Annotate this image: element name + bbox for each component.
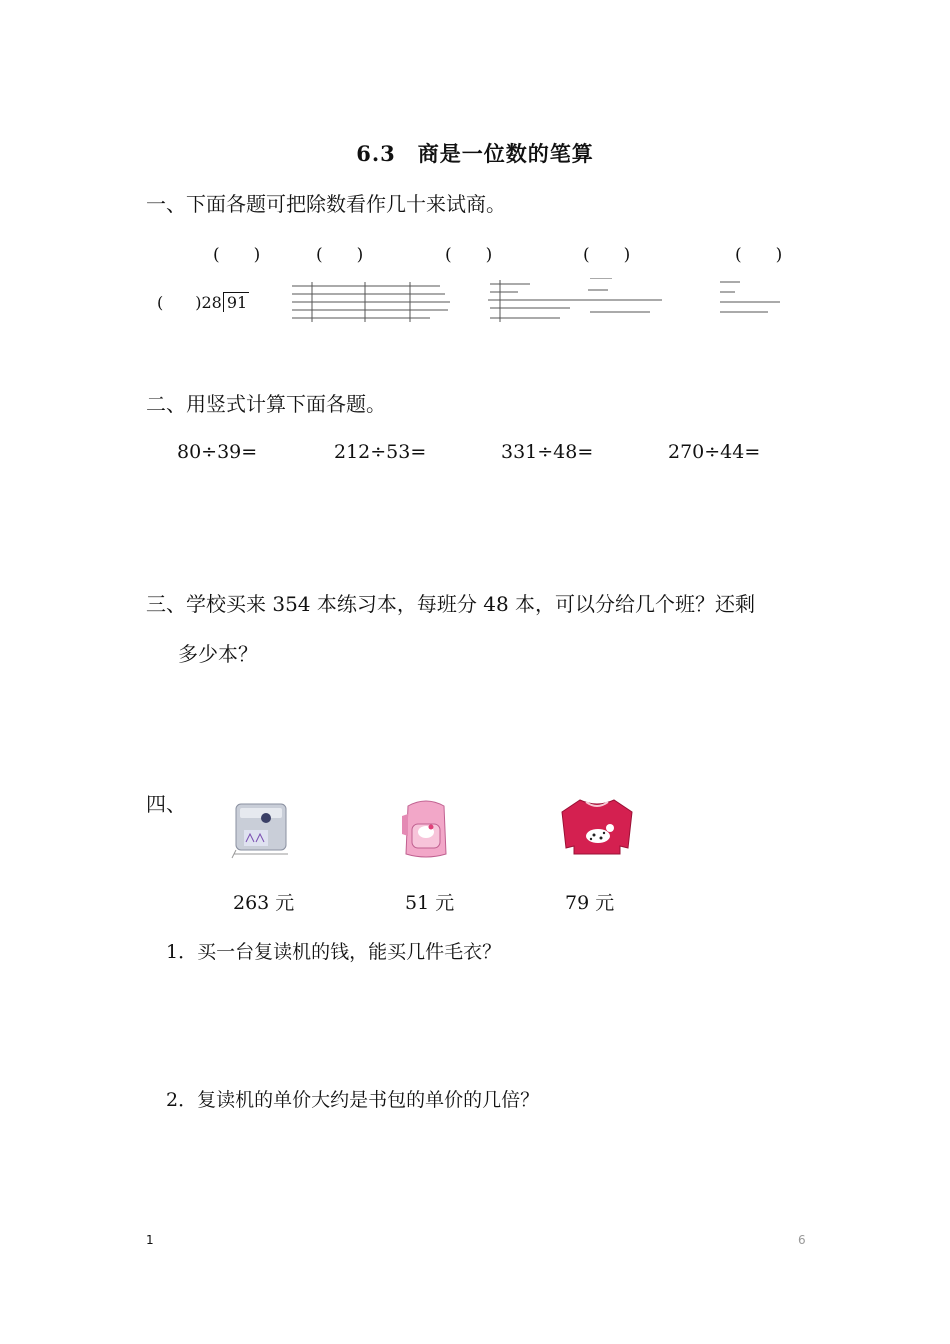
answer-blank-1: ( ) [213, 245, 261, 265]
footer-left-number: 1 [146, 1233, 154, 1247]
division-divisor: 28 [201, 293, 222, 312]
calc-item-3: 331÷48= [501, 441, 594, 463]
section3-line1: 三、学校买来 354 本练习本，每班分 48 本，可以分给几个班？还剩 [146, 592, 756, 616]
answer-blank-3: ( ) [445, 245, 493, 265]
division-problem-1 [157, 290, 249, 313]
answer-blank-2: ( ) [316, 245, 364, 265]
price-cassette-player: 263 元 [233, 892, 295, 914]
red-sweater-icon [558, 796, 636, 862]
division-dividend: 91 [226, 293, 248, 312]
question-2: 2．复读机的单价大约是书包的单价的几倍？ [166, 1089, 540, 1111]
section2-heading: 二、用竖式计算下面各题。 [146, 392, 386, 416]
section4-label: 四、 [146, 792, 186, 816]
page-number: 6 [798, 1233, 806, 1247]
answer-blank-5: ( ) [735, 245, 783, 265]
garbled-division-glyphs [290, 278, 790, 328]
section3-line2: 多少本？ [178, 642, 258, 666]
calc-item-1: 80÷39= [177, 441, 258, 463]
page-title: 6.3 商是一位数的笔算 [356, 141, 594, 166]
price-backpack: 51 元 [405, 892, 455, 914]
calc-item-4: 270÷44= [668, 441, 761, 463]
answer-blank-4: ( ) [583, 245, 631, 265]
calc-item-2: 212÷53= [334, 441, 427, 463]
section1-heading: 一、下面各题可把除数看作几十来试商。 [146, 192, 506, 216]
price-sweater: 79 元 [565, 892, 615, 914]
pink-backpack-icon [396, 796, 456, 866]
division-blank: ( ) [157, 293, 202, 312]
cassette-player-icon [228, 796, 296, 866]
question-1: 1．买一台复读机的钱，能买几件毛衣？ [166, 941, 502, 963]
